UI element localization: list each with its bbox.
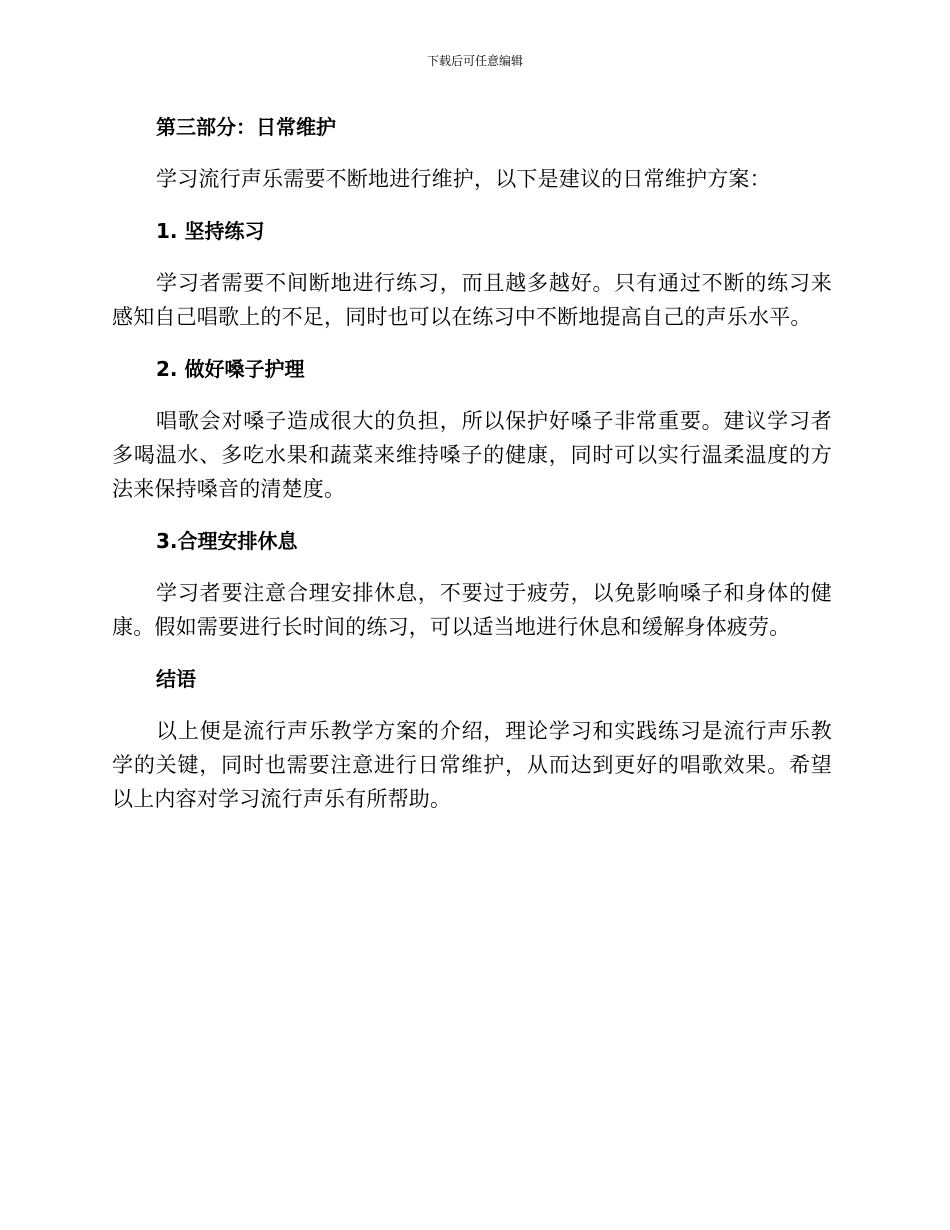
conclusion-heading: 结语 [156,667,196,691]
item-paragraph-practice: 学习者需要不间断地进行练习，而且越多越好。只有通过不断的练习来感知自己唱歌上的不足，同时也可以在练习中不断地提高自己的声乐水平。 [112,271,832,329]
item-heading-rest: 3.合理安排休息 [156,529,298,553]
document-body [112,110,832,834]
item-heading-practice: 1. 坚持练习 [156,219,265,243]
section-intro-paragraph: 学习流行声乐需要不断地进行维护，以下是建议的日常维护方案： [156,167,771,191]
conclusion-paragraph: 以上便是流行声乐教学方案的介绍，理论学习和实践练习是流行声乐教学的关键，同时也需要注意进行日常维护，从而达到更好的唱歌效果。希望以上内容对学习流行声乐有所帮助。 [112,719,832,811]
item-heading-throat-care: 2. 做好嗓子护理 [156,357,305,381]
section-heading-daily-maintenance: 第三部分：日常维护 [156,115,336,139]
item-paragraph-throat-care: 唱歌会对嗓子造成很大的负担，所以保护好嗓子非常重要。建议学习者多喝温水、多吃水果和蔬菜来维持嗓子的健康，同时可以实行温柔温度的方法来保持嗓音的清楚度。 [112,409,832,501]
item-paragraph-rest: 学习者要注意合理安排休息，不要过于疲劳，以免影响嗓子和身体的健康。假如需要进行长时间的练习，可以适当地进行休息和缓解身体疲劳。 [112,581,832,639]
header-note: 下载后可任意编辑 [426,54,523,68]
